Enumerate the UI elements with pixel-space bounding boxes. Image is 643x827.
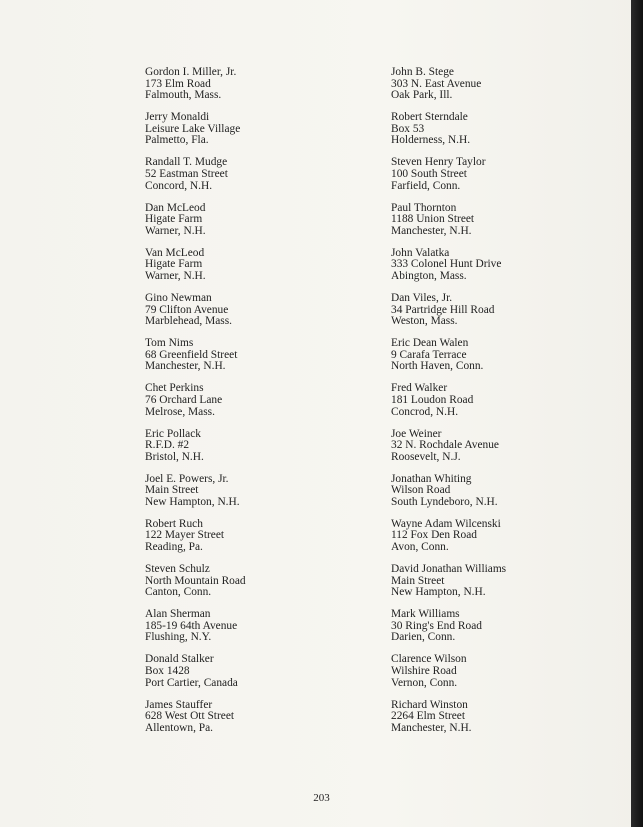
person-name: Joel E. Powers, Jr. xyxy=(145,472,229,485)
left-address-column xyxy=(145,67,345,745)
person-name: Clarence Wilson xyxy=(391,653,467,666)
person-name: Gino Newman xyxy=(145,291,212,304)
address-entry xyxy=(145,519,345,564)
address-line: 76 Orchard Lane xyxy=(145,393,223,406)
city-state-line: Melrose, Mass. xyxy=(145,405,215,418)
person-name: Robert Ruch xyxy=(145,517,203,530)
person-name: Gordon I. Miller, Jr. xyxy=(145,66,237,78)
address-line: 185-19 64th Avenue xyxy=(145,619,238,632)
city-state-line: New Hampton, N.H. xyxy=(145,495,240,508)
address-entry xyxy=(391,429,611,474)
address-entry xyxy=(145,474,345,519)
address-line: Leisure Lake Village xyxy=(145,122,241,135)
address-line: 34 Partridge Hill Road xyxy=(391,303,495,316)
address-line: Main Street xyxy=(145,484,199,497)
city-state-line: Reading, Pa. xyxy=(145,541,203,554)
address-line: 52 Eastman Street xyxy=(145,167,228,180)
address-line: 173 Elm Road xyxy=(145,77,211,90)
city-state-line: Canton, Conn. xyxy=(145,586,212,599)
address-line: Higate Farm xyxy=(145,258,203,271)
person-name: Alan Sherman xyxy=(145,608,211,621)
person-name: Fred Walker xyxy=(391,382,448,395)
person-name: Donald Stalker xyxy=(145,653,214,666)
address-entry xyxy=(391,564,611,609)
address-line: 333 Colonel Hunt Drive xyxy=(391,258,502,271)
address-entry xyxy=(391,383,611,428)
person-name: John Valatka xyxy=(391,246,450,259)
address-line: 303 N. East Avenue xyxy=(391,77,482,90)
person-name: Randall T. Mudge xyxy=(145,156,228,169)
address-line: 1188 Union Street xyxy=(391,213,475,226)
address-line: 30 Ring's End Road xyxy=(391,619,482,632)
city-state-line: Farfield, Conn. xyxy=(391,179,461,192)
city-state-line: Port Cartier, Canada xyxy=(145,676,238,689)
address-entry xyxy=(391,474,611,519)
person-name: James Stauffer xyxy=(145,698,213,711)
right-address-column xyxy=(391,67,611,745)
city-state-line: Oak Park, Ill. xyxy=(391,89,453,102)
address-entry xyxy=(145,112,345,157)
person-name: Richard Winston xyxy=(391,698,468,711)
person-name: Eric Pollack xyxy=(145,427,201,440)
city-state-line: Marblehead, Mass. xyxy=(145,315,232,328)
address-entry xyxy=(145,383,345,428)
person-name: Tom Nims xyxy=(145,337,194,350)
address-entry xyxy=(145,609,345,654)
address-entry xyxy=(391,157,611,202)
address-line: 68 Greenfield Street xyxy=(145,348,238,361)
city-state-line: Warner, N.H. xyxy=(145,224,206,237)
address-line: 9 Carafa Terrace xyxy=(391,348,467,361)
address-entry xyxy=(145,293,345,338)
address-line: 112 Fox Den Road xyxy=(391,529,477,542)
address-line: Main Street xyxy=(391,574,445,587)
city-state-line: Holderness, N.H. xyxy=(391,134,471,147)
person-name: David Jonathan Williams xyxy=(391,563,507,576)
city-state-line: North Haven, Conn. xyxy=(391,360,484,373)
person-name: Joe Weiner xyxy=(391,427,442,440)
address-line: R.F.D. #2 xyxy=(145,439,190,452)
address-line: 100 South Street xyxy=(391,167,467,180)
address-line: Wilson Road xyxy=(391,484,451,497)
person-name: Van McLeod xyxy=(145,246,205,259)
address-line: Wilshire Road xyxy=(391,665,457,678)
address-entry xyxy=(391,67,611,112)
address-line: North Mountain Road xyxy=(145,574,246,587)
city-state-line: Concord, N.H. xyxy=(145,179,213,192)
city-state-line: Vernon, Conn. xyxy=(391,676,458,689)
address-entry xyxy=(145,203,345,248)
address-entry xyxy=(145,248,345,293)
city-state-line: Concrod, N.H. xyxy=(391,405,459,418)
address-entry xyxy=(391,248,611,293)
person-name: Paul Thornton xyxy=(391,201,457,214)
address-entry xyxy=(145,700,345,745)
address-entry xyxy=(145,67,345,112)
address-line: 79 Clifton Avenue xyxy=(145,303,229,316)
person-name: Steven Henry Taylor xyxy=(391,156,486,169)
city-state-line: Warner, N.H. xyxy=(145,269,206,282)
address-line: 122 Mayer Street xyxy=(145,529,225,542)
city-state-line: Flushing, N.Y. xyxy=(145,631,212,644)
city-state-line: Falmouth, Mass. xyxy=(145,89,222,102)
person-name: Jonathan Whiting xyxy=(391,472,472,485)
city-state-line: Weston, Mass. xyxy=(391,315,458,328)
address-entry xyxy=(145,654,345,699)
city-state-line: Allentown, Pa. xyxy=(145,721,214,734)
address-line: 181 Loudon Road xyxy=(391,393,474,406)
address-entry xyxy=(145,564,345,609)
address-line: 628 West Ott Street xyxy=(145,710,235,723)
person-name: Steven Schulz xyxy=(145,563,210,576)
address-entry xyxy=(391,519,611,564)
address-entry xyxy=(391,609,611,654)
address-entry xyxy=(391,338,611,383)
city-state-line: South Lyndeboro, N.H. xyxy=(391,495,498,508)
address-entry xyxy=(391,654,611,699)
city-state-line: Avon, Conn. xyxy=(391,541,449,554)
city-state-line: Manchester, N.H. xyxy=(145,360,226,373)
page-number: 203 xyxy=(313,792,330,804)
city-state-line: Darien, Conn. xyxy=(391,631,456,644)
city-state-line: New Hampton, N.H. xyxy=(391,586,486,599)
person-name: Jerry Monaldi xyxy=(145,111,210,124)
person-name: Mark Williams xyxy=(391,608,460,621)
address-line: 2264 Elm Street xyxy=(391,710,466,723)
city-state-line: Abington, Mass. xyxy=(391,269,467,282)
address-entry xyxy=(145,157,345,202)
person-name: Dan Viles, Jr. xyxy=(391,291,453,304)
city-state-line: Bristol, N.H. xyxy=(145,450,204,463)
address-entry xyxy=(145,338,345,383)
address-line: Box 53 xyxy=(391,122,425,135)
person-name: Robert Sterndale xyxy=(391,111,468,124)
address-entry xyxy=(391,203,611,248)
address-entry xyxy=(391,700,611,745)
person-name: Dan McLeod xyxy=(145,201,206,214)
city-state-line: Manchester, N.H. xyxy=(391,224,472,237)
address-entry xyxy=(391,293,611,338)
city-state-line: Palmetto, Fla. xyxy=(145,134,209,147)
book-spine-edge xyxy=(631,0,643,827)
person-name: John B. Stege xyxy=(391,66,454,78)
person-name: Chet Perkins xyxy=(145,382,204,395)
city-state-line: Manchester, N.H. xyxy=(391,721,472,734)
address-line: 32 N. Rochdale Avenue xyxy=(391,439,499,452)
address-entry xyxy=(391,112,611,157)
person-name: Eric Dean Walen xyxy=(391,337,469,350)
address-line: Box 1428 xyxy=(145,665,190,678)
person-name: Wayne Adam Wilcenski xyxy=(391,517,501,530)
address-entry xyxy=(145,429,345,474)
city-state-line: Roosevelt, N.J. xyxy=(391,450,461,463)
address-line: Higate Farm xyxy=(145,213,203,226)
